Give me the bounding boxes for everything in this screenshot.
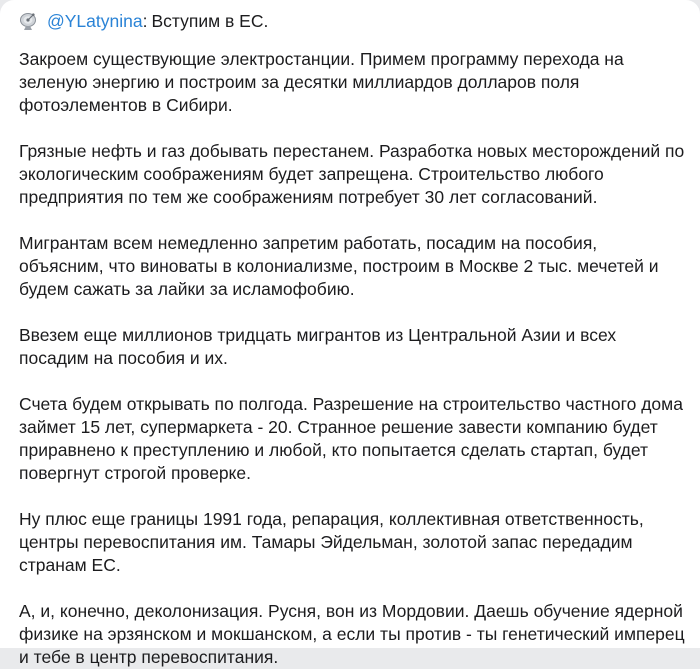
post-paragraph-5: Счета будем открывать по полгода. Разрешение на строительство частного дома займет 15 лет, супермаркета - 20. Странное решение завести компанию будет приравнено к преступлению и любой, кто попытается сделать стартап, будет повергнут строгой проверке. (19, 394, 683, 483)
post-paragraph-1: Закроем существующие электростанции. Примем программу перехода на зеленую энергию и построим за десятки миллиардов долларов поля фотоэлементов в Сибири. (19, 49, 624, 115)
post-paragraph-2: Грязные нефть и газ добывать перестанем. Разработка новых месторождений по экологическим соображениям будет запрещена. Строительство любого предприятия по тем же соображениям потребует 30 лет согласований. (19, 141, 685, 207)
author-handle-link[interactable]: @YLatynina (47, 11, 143, 31)
header-separator: : (142, 11, 148, 31)
post-title: Вступим в ЕС. (151, 11, 269, 31)
post-paragraph-6: Ну плюс еще границы 1991 года, репарация, коллективная ответственность, центры перевоспитания им. Тамары Эйдельман, золотой запас передадим странам ЕС. (19, 509, 644, 575)
post-paragraph-3: Мигрантам всем немедленно запретим работать, посадим на пособия, объясним, что виноваты в колониализме, построим в Москве 2 тыс. мечетей и будем сажать за лайки за исламофобию. (19, 233, 659, 299)
message-header (19, 8, 686, 34)
post-paragraph-7: А, и, конечно, деколонизация. Русня, вон из Мордовии. Даешь обучение ядерной физике на эрзянском и мокшанском, а если ты против - ты генетический имперец и тебе в центр перевоспитания. (19, 601, 685, 667)
post-paragraph-4: Ввезем еще миллионов тридцать мигрантов из Центральной Азии и всех посадим на пособия и их. (19, 325, 617, 368)
satellite-dish-icon (19, 11, 39, 31)
